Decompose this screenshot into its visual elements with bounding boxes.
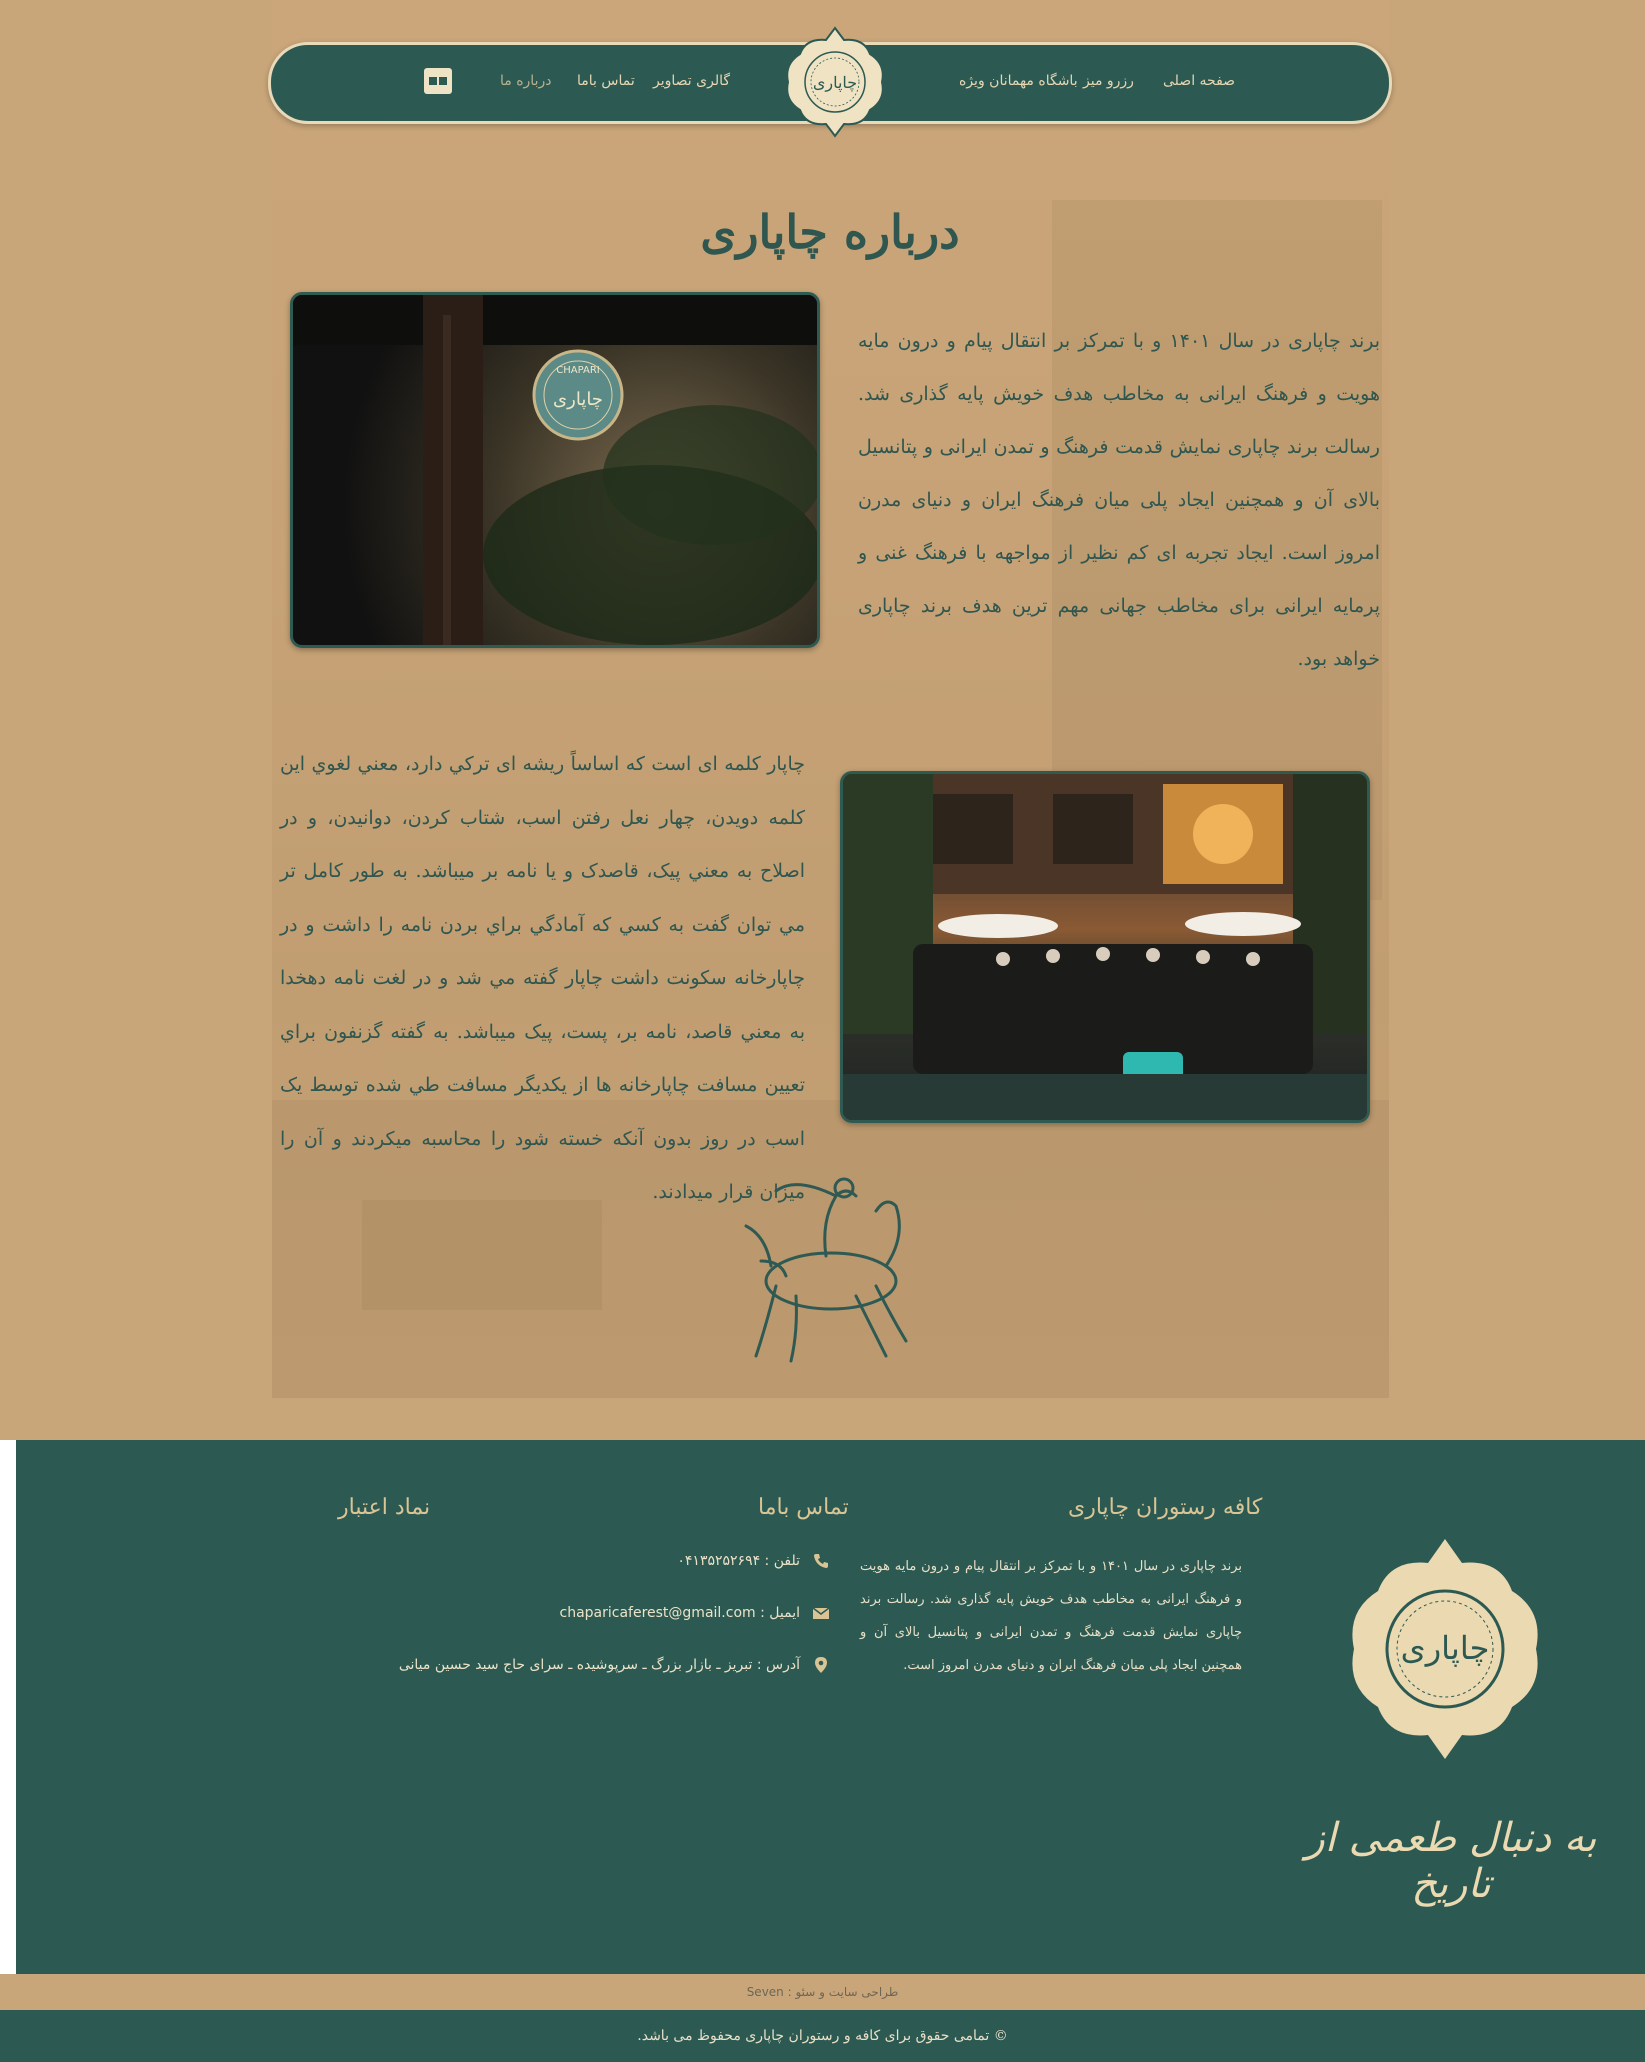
footer-email[interactable]: [560, 1604, 831, 1622]
location-pin-icon: [812, 1656, 830, 1674]
language-switch-icon[interactable]: [424, 68, 452, 94]
nav-reserve[interactable]: رزرو میز: [1083, 73, 1134, 89]
footer-trust-title: نماد اعتبار: [338, 1495, 431, 1520]
copyright-bar: [0, 2010, 1645, 2062]
footer-about-title: کافه رستوران چاپاری: [1068, 1495, 1263, 1520]
phone-icon: [812, 1552, 830, 1570]
footer-address-text: آدرس : تبریز ـ بازار بزرگ ـ سرپوشیده ـ سرای حاج سید حسین میانی: [398, 1657, 800, 1673]
svg-text:CHAPARI: CHAPARI: [556, 365, 600, 376]
svg-text:چاپاری: چاپاری: [812, 73, 858, 92]
about-paragraph-1: برند چاپاری در سال ۱۴۰۱ و با تمرکز بر انتقال پیام و درون مایه هویت و فرهنگ ایرانی به مخاطب هدف خویش پایه گذاری شد. رسالت برند چاپاری نمایش قدمت فرهنگ و تمدن ایرانی و پتانسیل بالای آن و همچنین ایجاد پلی میان فرهنگ ایران و دنیای مدرن امروز است. ایجاد تجربه ای کم نظیر از مواجهه با فرهنگ غنی و پرمایه ایرانی برای مخاطب جهانی مهم ترین هدف برند چاپاری خواهد بود.: [858, 330, 1381, 670]
footer-phone[interactable]: [677, 1552, 830, 1570]
nav-home[interactable]: صفحه اصلی: [1163, 73, 1236, 89]
footer-slogan: به دنبال طعمی از تاریخ: [1305, 1815, 1597, 1907]
footer-side-strip: [0, 1440, 16, 1974]
chapar-rider-illustration: [736, 1166, 922, 1366]
svg-text:چاپاری: چاپاری: [553, 389, 603, 410]
nav-gallery[interactable]: گالری تصاویر: [653, 73, 731, 89]
svg-text:چاپاری: چاپاری: [1400, 1629, 1490, 1667]
chapari-logo[interactable]: [778, 24, 892, 140]
copyright-text: © تمامی حقوق برای کافه و رستوران چاپاری محفوظ می باشد.: [637, 2028, 1008, 2044]
nav-vip-club[interactable]: باشگاه مهمانان ویژه: [959, 73, 1078, 89]
page-title: درباره چاپاری: [700, 205, 960, 259]
site-credit-text: طراحی سایت و سئو : Seven: [746, 1985, 899, 1999]
nav-contact[interactable]: تماس باما: [577, 73, 635, 89]
site-credit[interactable]: [0, 1974, 1645, 2010]
about-photo-group: [840, 771, 1370, 1123]
mail-icon: [812, 1604, 830, 1622]
footer-contact-title: تماس باما: [758, 1495, 849, 1520]
about-paragraph-2: چاپار کلمه ای است که اساساً ریشه ای ترکي دارد، معني لغوي اين کلمه دويدن، چهار نعل رفتن اسب، شتاب کردن، دوانيدن، و در اصلاح به معني پيک، قاصدک و يا نامه بر ميباشد. به طور کامل تر مي توان گفت به کسي که آمادگي براي بردن نامه را داشت و در چاپارخانه سکونت داشت چاپار گفته مي شد و در لغت نامه دهخدا به معني قاصد، نامه بر، پست، پيک ميباشد. به گفته گزنفون براي تعيين مسافت چاپارخانه ها از يکديگر مسافت طي شده توسط يک اسب در روز بدون آنکه خسته شود را محاسبه ميکردند و آن را ميزان قرار ميدادند.: [280, 753, 805, 1203]
footer-phone-text: تلفن : ۰۴۱۳۵۲۵۲۶۹۴: [677, 1553, 800, 1569]
about-photo-sign: [290, 292, 820, 648]
footer-about-text: برند چاپاری در سال ۱۴۰۱ و با تمرکز بر انتقال پیام و درون مایه هویت و فرهنگ ایرانی به مخاطب هدف خویش پایه گذاری شد. رسالت برند چاپاری نمایش قدمت فرهنگ و تمدن ایرانی و پتانسیل بالای آن و همچنین ایجاد پلی میان فرهنگ ایران و دنیای مدرن امروز است.: [860, 1559, 1242, 1673]
footer-email-text: ایمیل : chaparicaferest@gmail.com: [559, 1605, 800, 1621]
nav-about[interactable]: درباره ما: [500, 73, 552, 89]
footer-address: [399, 1656, 830, 1674]
footer-chapari-logo: [1334, 1533, 1556, 1765]
